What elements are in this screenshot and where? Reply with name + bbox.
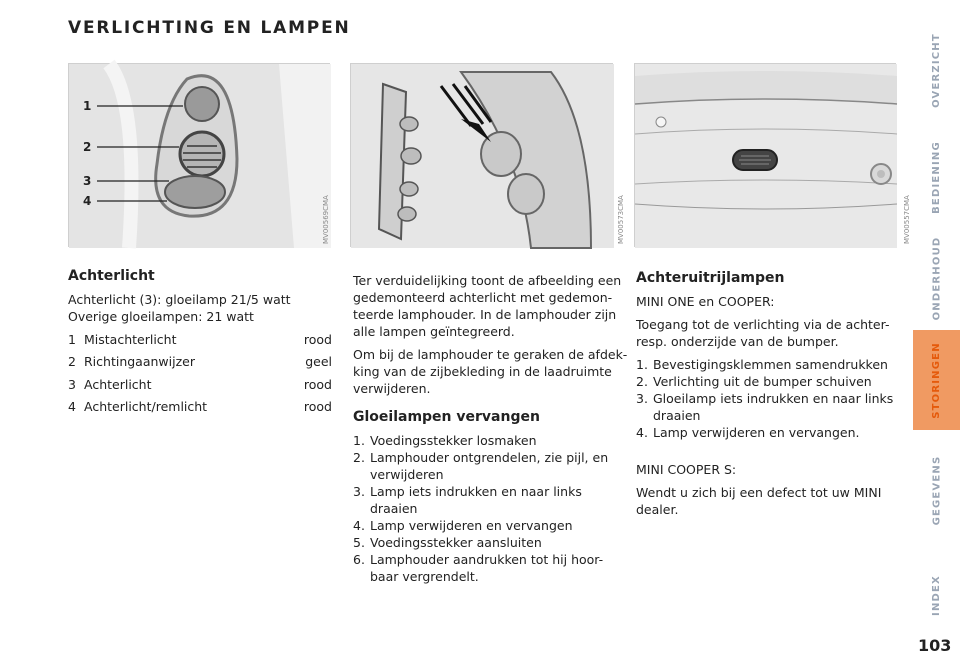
legend-label: Mistachterlicht	[84, 331, 177, 347]
legend-label: Achterlicht/remlicht	[84, 399, 208, 415]
info-paragraph: Wendt u zich bij een defect tot uw MINI dealer.	[636, 485, 882, 517]
legend-number: 3	[68, 376, 76, 392]
callout-4: 4	[83, 194, 92, 208]
intro-paragraph: Ter verduidelijking toont de afbeelding een gedemonteerd achterlicht met gedemon-teerde lamphouder. In de lamphouder zijn alle lampen geïntegreerd.	[353, 273, 622, 339]
step-item	[353, 483, 628, 517]
sidebar-item-label: GEGEVENS	[931, 455, 943, 525]
model-label: MINI ONE en COOPER:	[636, 294, 775, 309]
figure-code: MV00557CMA	[903, 195, 911, 244]
info-paragraph: Toegang tot de verlichting via de achter-resp. onderzijde van de bumper.	[636, 317, 890, 349]
intro-paragraph: Om bij de lamphouder te geraken de afdek-king van de zijbekleding in de laadruimte verwijderen.	[353, 347, 628, 396]
sidebar-item-bediening[interactable]	[913, 128, 960, 226]
spec-line: Achterlicht (3): gloeilamp 21/5 watt	[68, 292, 291, 307]
callout-1: 1	[83, 99, 92, 113]
legend-color: rood	[303, 331, 332, 347]
page-title: VERLICHTING EN LAMPEN	[68, 18, 351, 38]
legend-color: rood	[303, 399, 332, 415]
sidebar-item-index[interactable]	[913, 560, 960, 630]
sidebar-item-label: ONDERHOUD	[931, 236, 943, 320]
step-number: 2.	[636, 374, 648, 389]
step-item	[636, 373, 898, 390]
figure-lamp-holder	[350, 63, 625, 247]
step-item	[636, 390, 898, 424]
step-number: 1.	[353, 433, 365, 448]
step-number: 4.	[353, 518, 365, 533]
step-text: Voedingsstekker aansluiten	[370, 535, 542, 550]
legend-color: geel	[305, 354, 332, 370]
callout-3: 3	[83, 174, 92, 188]
step-number: 1.	[636, 357, 648, 372]
legend-item	[68, 396, 332, 419]
figure-tail-light	[68, 63, 330, 247]
step-text: Verlichting uit de bumper schuiven	[653, 374, 872, 389]
steps-list	[353, 432, 628, 585]
legend-color: rood	[303, 376, 332, 392]
step-number: 6.	[353, 552, 365, 567]
section-heading: Gloeilampen vervangen	[353, 409, 540, 425]
sidebar-item-overzicht[interactable]	[913, 20, 960, 120]
tail-light-illustration	[69, 64, 331, 248]
model-label: MINI COOPER S:	[636, 462, 737, 477]
lamp-holder-illustration	[351, 64, 614, 248]
step-text: Lamp iets indrukken en naar links draaien	[370, 484, 582, 516]
sidebar-item-label: STORINGEN	[931, 341, 942, 419]
sidebar-item-gegevens[interactable]	[913, 440, 960, 540]
right-column	[636, 270, 898, 524]
legend-item	[68, 373, 332, 396]
sidebar-item-storingen[interactable]	[913, 330, 960, 430]
step-number: 5.	[353, 535, 365, 550]
figure-code: MV00573CMA	[617, 195, 625, 244]
sidebar-item-label: BEDIENING	[931, 140, 942, 214]
legend-label: Achterlicht	[84, 376, 152, 392]
figure-code: MV00569CMA	[322, 195, 330, 244]
legend-number: 2	[68, 354, 76, 370]
sidebar-item-label: INDEX	[931, 574, 942, 616]
page-number: 103	[918, 636, 952, 655]
chapter-sidebar	[913, 0, 960, 663]
sidebar-item-label: OVERZICHT	[931, 32, 942, 108]
steps-list	[636, 356, 898, 441]
step-item	[636, 356, 898, 373]
legend-number: 4	[68, 399, 76, 415]
step-number: 4.	[636, 425, 648, 440]
section-heading: Achterlicht	[68, 268, 155, 284]
legend-item	[68, 328, 332, 351]
step-number: 3.	[353, 484, 365, 499]
legend-number: 1	[68, 331, 76, 347]
bumper-illustration	[635, 64, 897, 248]
step-text: Lamphouder aandrukken tot hij hoor-baar vergrendelt.	[370, 552, 604, 584]
legend-list	[68, 328, 332, 418]
step-text: Gloeilamp iets indrukken en naar links draaien	[653, 391, 894, 423]
sidebar-item-onderhoud[interactable]	[913, 228, 960, 328]
figure-bumper	[634, 63, 911, 247]
step-item	[353, 517, 628, 534]
step-item	[353, 449, 628, 483]
callout-2: 2	[83, 140, 92, 154]
step-item	[353, 534, 628, 551]
step-text: Bevestigingsklemmen samendrukken	[653, 357, 888, 372]
step-item	[636, 424, 898, 441]
step-number: 3.	[636, 391, 648, 406]
left-column	[68, 268, 332, 418]
step-item	[353, 432, 628, 449]
step-text: Lamp verwijderen en vervangen	[370, 518, 573, 533]
legend-item	[68, 351, 332, 374]
middle-column	[353, 272, 628, 591]
step-text: Lamphouder ontgrendelen, zie pijl, en verwijderen	[370, 450, 609, 482]
section-heading: Achteruitrijlampen	[636, 270, 785, 286]
legend-label: Richtingaanwijzer	[84, 354, 195, 370]
spec-line: Overige gloeilampen: 21 watt	[68, 309, 254, 324]
step-text: Lamp verwijderen en vervangen.	[653, 425, 860, 440]
step-text: Voedingsstekker losmaken	[370, 433, 537, 448]
step-item	[353, 551, 628, 585]
step-number: 2.	[353, 450, 365, 465]
